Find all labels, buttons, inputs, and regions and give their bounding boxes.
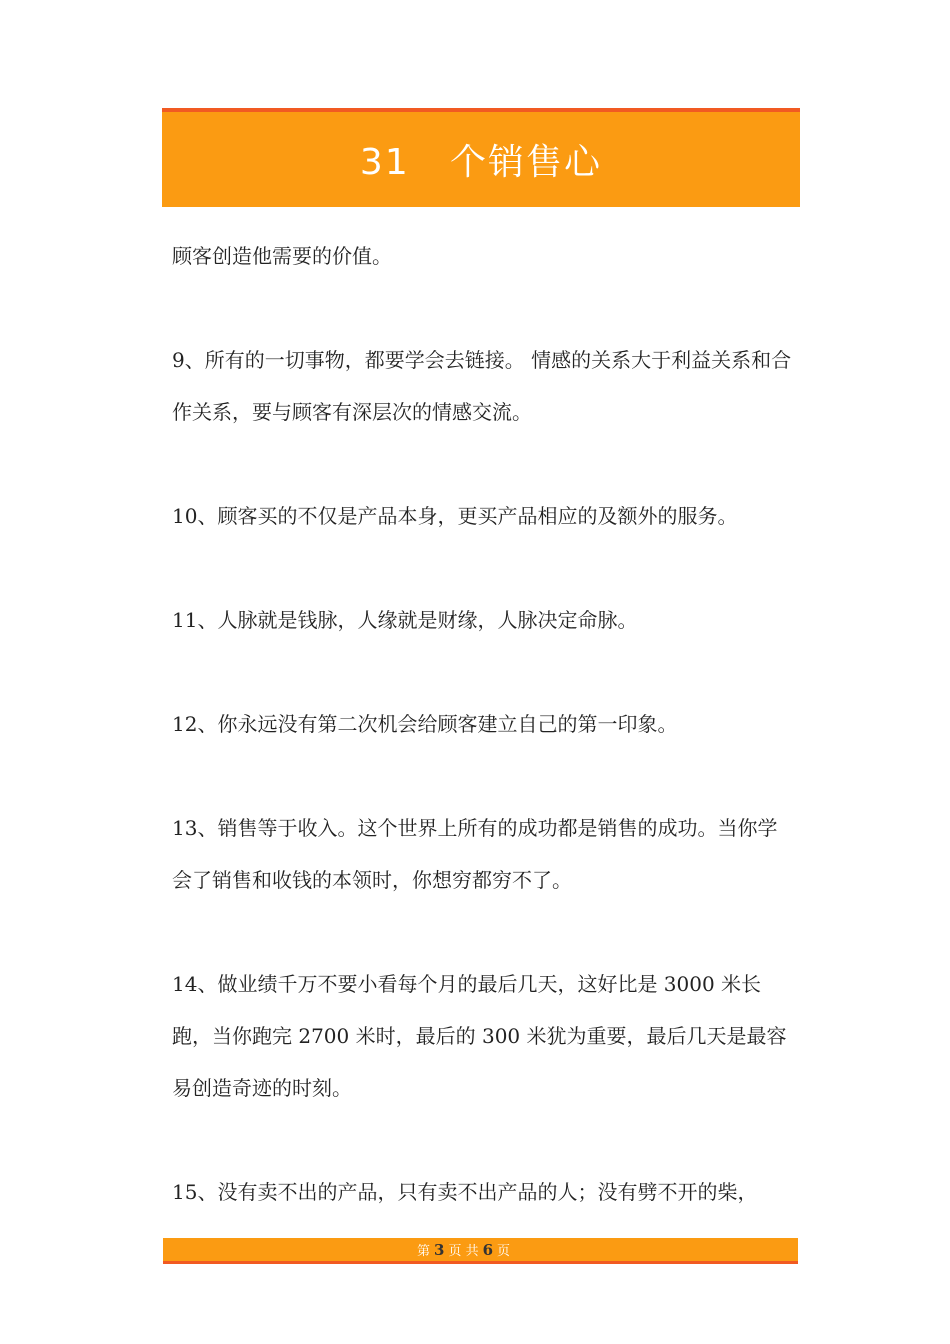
paragraph-item-11: 11、人脉就是钱脉，人缘就是财缘，人脉决定命脉。 — [172, 608, 638, 632]
paragraph-item-14: 14、做业绩千万不要小看每个月的最后几天，这好比是 3000 米长跑，当你跑完 2700 米时，最后的 300 米犹为重要，最后几天是最容易创造奇迹的时刻。 — [172, 972, 787, 1100]
page-title: 31 个销售心 — [359, 142, 603, 183]
total-pages-number: 6 — [482, 1240, 494, 1259]
header-band — [162, 108, 800, 207]
current-page-number: 3 — [434, 1240, 445, 1259]
paragraph-item-9: 9、所有的一切事物，都要学会去链接。 情感的关系大于利益关系和合作关系，要与顾客有深层次的情感交流。 — [172, 348, 792, 424]
paragraph-item-13: 13、销售等于收入。这个世界上所有的成功都是销售的成功。当你学会了销售和收钱的本领时，你想穷都穷不了。 — [172, 816, 778, 892]
document-body — [172, 230, 792, 1270]
paragraph-item-10: 10、顾客买的不仅是产品本身，更买产品相应的及额外的服务。 — [172, 504, 738, 528]
paragraph-item-15: 15、没有卖不出的产品，只有卖不出产品的人；没有劈不开的柴， — [172, 1180, 758, 1204]
footer-label-ye-gong: 页 共 — [448, 1244, 479, 1259]
footer-label-ye: 页 — [497, 1244, 511, 1259]
paragraph-item-12: 12、你永远没有第二次机会给顾客建立自己的第一印象。 — [172, 712, 678, 736]
paragraph-continuation: 顾客创造他需要的价值。 — [172, 244, 392, 268]
footer-label-di: 第 — [417, 1244, 431, 1259]
page-footer — [163, 1238, 798, 1264]
